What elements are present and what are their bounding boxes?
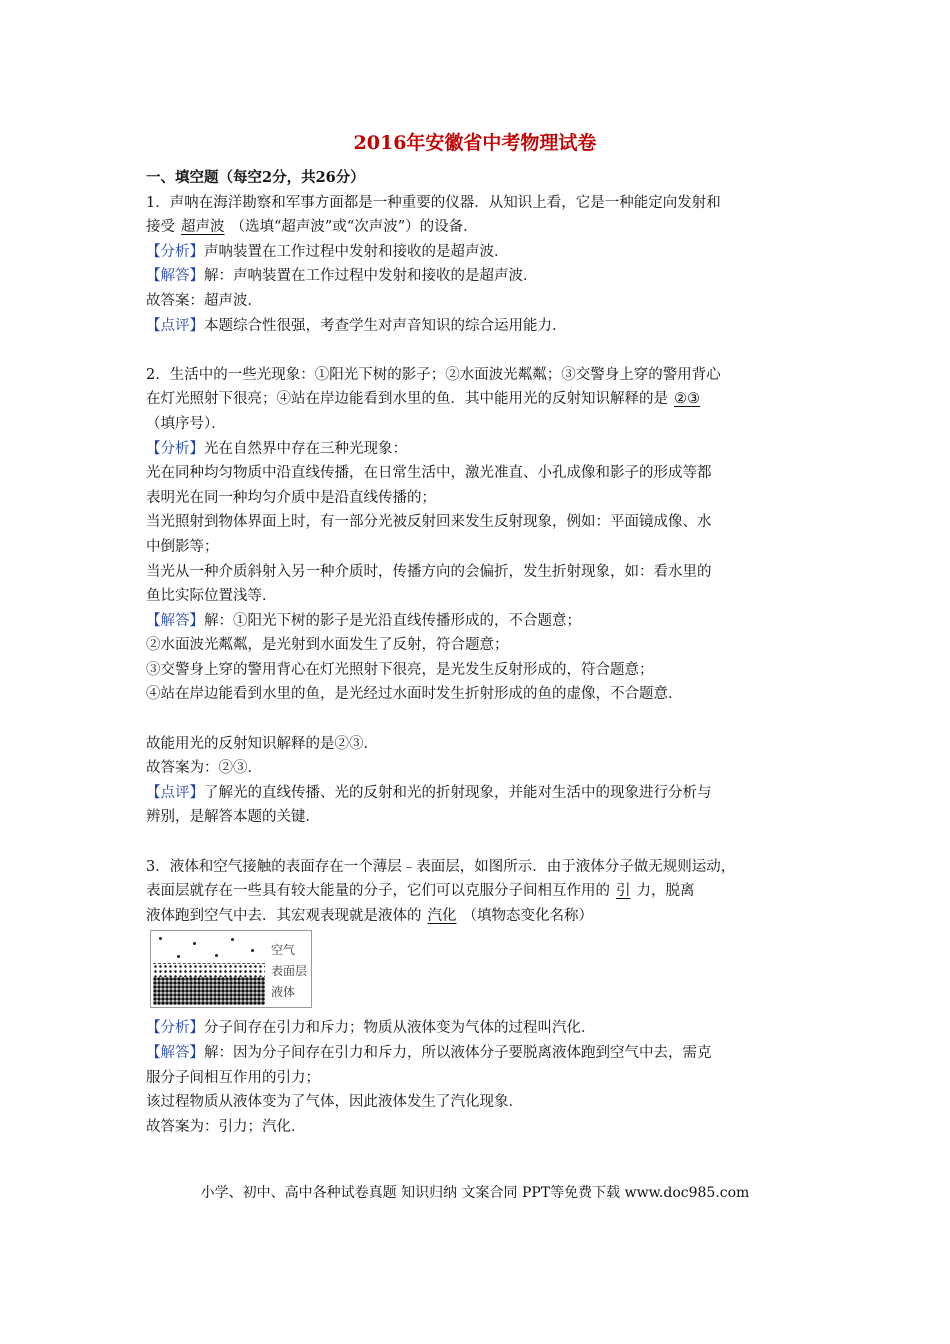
figure-label-liquid: 液体 [271,985,296,1000]
section-heading: 一、填空题（每空2分，共26分） [146,169,365,186]
q2-comment: 【点评】了解光的直线传播、光的反射和光的折射现象，并能对生活中的现象进行分析与 [146,784,712,801]
analysis-tag: 【分析】 [146,1020,204,1037]
analysis-tag: 【分析】 [146,440,204,457]
comment-tag: 【点评】 [146,784,204,801]
q1-stem-line-1: 1．声呐在海洋勘察和军事方面都是一种重要的仪器．从知识上看，它是一种能定向发射和 [146,194,721,211]
q1-analysis: 【分析】声呐装置在工作过程中发射和接收的是超声波． [146,243,509,260]
q1-stem-line-2: 接受 超声波 （选填“超声波”或“次声波”）的设备． [146,219,478,236]
figure-liquid-region [153,977,265,1005]
solution-tag: 【解答】 [146,612,204,629]
q3-stem-line-2: 表面层就存在一些具有较大能量的分子，它们可以克服分子间相互作用的 引 力，脱离 [146,883,695,900]
q1-answer-blank: 超声波 [181,219,225,236]
q2-comment-line: 辨别，是解答本题的关键． [146,809,320,826]
q3-solution-line: 服分子间相互作用的引力； [146,1069,320,1086]
page-footer: 小学、初中、高中各种试卷真题 知识归纳 文案合同 PPT等免费下载 www.doc985.com [200,1185,750,1201]
figure-label-surface: 表面层 [271,964,308,979]
q3-stem-line-1: 3．液体和空气接触的表面存在一个薄层﹣表面层，如图所示．由于液体分子做无规则运动， [146,858,736,875]
q3-analysis: 【分析】分子间存在引力和斥力；物质从液体变为气体的过程叫汽化． [146,1020,596,1037]
q2-stem-line-3: （填序号）． [146,415,226,432]
q2-analysis: 【分析】光在自然界中存在三种光现象： [146,440,407,457]
q2-analysis-line: 光在同种均匀物质中沿直线传播，在日常生活中，激光准直、小孔成像和影子的形成等都 [146,465,712,482]
q2-solution: 【解答】解：①阳光下树的影子是光沿直线传播形成的，不合题意； [146,612,581,629]
figure-surface-layer [153,963,265,978]
q2-conclusion: 故能用光的反射知识解释的是②③． [146,735,378,752]
analysis-tag: 【分析】 [146,243,204,260]
q2-answer: 故答案为：②③． [146,760,262,777]
q3-answer: 故答案为：引力；汽化． [146,1118,306,1135]
q2-solution-line: ②水面波光粼粼，是光射到水面发生了反射，符合题意； [146,637,509,654]
liquid-surface-figure [150,930,312,1008]
q2-analysis-line: 中倒影等； [146,538,219,555]
document-title: 2016年安徽省中考物理试卷 [353,132,597,154]
q1-answer: 故答案：超声波． [146,292,262,309]
q2-solution-line: ④站在岸边能看到水里的鱼，是光经过水面时发生折射形成的鱼的虚像，不合题意． [146,686,683,703]
q2-stem-line-1: 2．生活中的一些光现象：①阳光下树的影子；②水面波光粼粼；③交警身上穿的警用背心 [146,366,721,383]
q2-analysis-line: 当光从一种介质斜射入另一种介质时，传播方向的会偏折，发生折射现象，如：看水里的 [146,563,712,580]
q2-answer-blank: ②③ [674,391,700,408]
comment-tag: 【点评】 [146,317,204,334]
q3-solution-line: 该过程物质从液体变为了气体，因此液体发生了汽化现象． [146,1094,523,1111]
q2-analysis-line: 当光照射到物体界面上时，有一部分光被反射回来发生反射现象，例如：平面镜成像、水 [146,514,712,531]
q2-analysis-line: 鱼比实际位置浅等． [146,588,277,605]
figure-air-region [153,933,265,963]
q3-answer-blank-1: 引 [616,883,631,900]
solution-tag: 【解答】 [146,1045,204,1061]
document-body [146,166,806,1139]
q2-analysis-line: 表明光在同一种均匀介质中是沿直线传播的； [146,489,436,506]
q2-stem-line-2: 在灯光照射下很亮；④站在岸边能看到水里的鱼．其中能用光的反射知识解释的是 ②③ [146,387,806,412]
q1-comment: 【点评】本题综合性很强，考查学生对声音知识的综合运用能力． [146,317,567,334]
solution-tag: 【解答】 [146,268,204,285]
q1-solution: 【解答】解：声呐装置在工作过程中发射和接收的是超声波． [146,268,538,285]
q3-stem-line-3: 液体跑到空气中去．其宏观表现就是液体的 汽化 （填物态变化名称） [146,907,593,924]
figure-label-air: 空气 [271,943,296,958]
q2-solution-line: ③交警身上穿的警用背心在灯光照射下很亮，是光发生反射形成的，符合题意； [146,661,654,678]
q3-answer-blank-2: 汽化 [427,907,457,924]
q3-solution: 【解答】解：因为分子间存在引力和斥力，所以液体分子要脱离液体跑到空气中去，需克 [146,1045,712,1061]
